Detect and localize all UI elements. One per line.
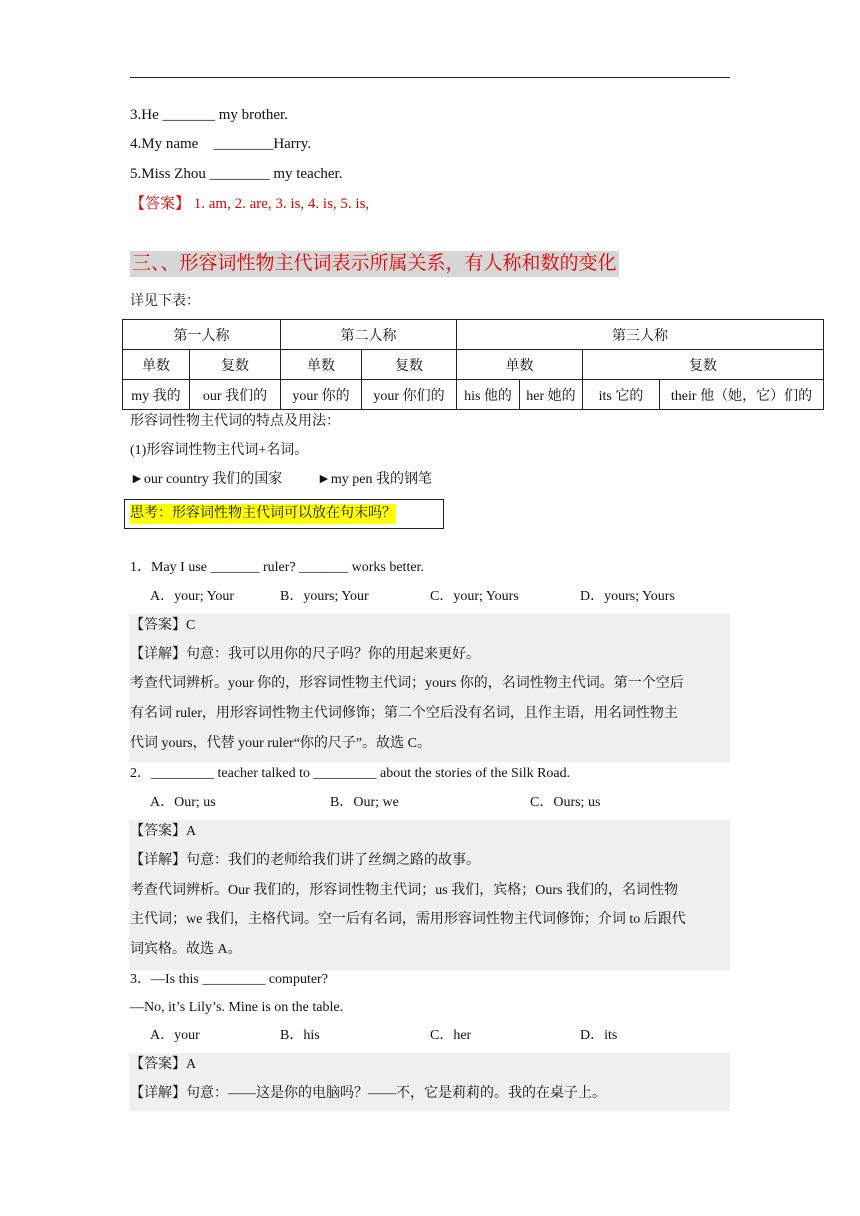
section-heading: 三、、形容词性物主代词表示所属关系，有人称和数的变化 (130, 251, 619, 277)
q1-detail-2: 考查代词辨析。your 你的，形容词性物主代词；yours 你的，名词性物主代词。第一个空后 (130, 676, 684, 691)
q2-option-b: B．Our; we (330, 795, 399, 810)
q2-detail-3: 主代词；we 我们，主格代词。空一后有名词，需用形容词性物主代词修饰；介词 to 后跟代 (130, 912, 686, 927)
q1-detail-1: 【详解】句意：我可以用你的尺子吗？你的用起来更好。 (130, 647, 480, 662)
q1-answer-box (129, 614, 730, 762)
q3-option-b: B．his (280, 1028, 320, 1043)
intro-text: 详见下表： (130, 294, 200, 309)
example-1: ►our country 我们的国家 (130, 472, 283, 487)
q1-detail-3: 有名词 ruler，用形容词性物主代词修饰；第二个空后没有名词，且作主语，用名词性物主 (130, 706, 678, 721)
fill-item-5: 5.Miss Zhou ________ my teacher. (130, 166, 343, 182)
q1-option-d: D．yours; Yours (580, 589, 675, 604)
sub-singular-1: 单数 (123, 350, 190, 380)
header-second-person: 第二人称 (281, 320, 457, 350)
question-3-stem: 3．—Is this _________ computer? (130, 972, 328, 987)
question-3-stem-2: —No, it’s Lily’s. Mine is on the table. (130, 1000, 344, 1015)
cell-your: your 你的 (281, 380, 362, 410)
q2-option-c: C．Ours; us (530, 795, 601, 810)
header-first-person: 第一人称 (123, 320, 281, 350)
example-2: ►my pen 我的钢笔 (317, 472, 432, 487)
question-2-stem: 2．_________ teacher talked to _________ about the stories of the Silk Road. (130, 766, 571, 781)
q1-option-b: B．yours; Your (280, 589, 369, 604)
q2-answer-box (129, 820, 730, 970)
q2-option-a: A．Our; us (150, 795, 216, 810)
cell-his: his 他的 (457, 380, 520, 410)
sub-singular-2: 单数 (281, 350, 362, 380)
answer-line (130, 194, 369, 214)
sub-singular-3: 单数 (457, 350, 583, 380)
q1-option-a: A．your; Your (150, 589, 235, 604)
q2-answer: 【答案】A (130, 824, 197, 839)
q3-detail-1: 【详解】句意：——这是你的电脑吗？——不，它是莉莉的。我的在桌子上。 (130, 1086, 606, 1101)
usage-title: 形容词性物主代词的特点及用法： (130, 414, 340, 429)
header-rule (130, 77, 730, 78)
q3-option-d: D．its (580, 1028, 618, 1043)
think-text: 思考：形容词性物主代词可以放在句末吗？ (130, 504, 396, 524)
q1-option-c: C．your; Yours (430, 589, 519, 604)
q1-answer: 【答案】C (130, 618, 196, 633)
table-subheader-row (123, 350, 824, 380)
pronoun-table (122, 319, 824, 410)
q2-detail-1: 【详解】句意：我们的老师给我们讲了丝绸之路的故事。 (130, 853, 480, 868)
header-third-person: 第三人称 (457, 320, 824, 350)
q3-option-c: C．her (430, 1028, 472, 1043)
cell-your-plural: your 你们的 (362, 380, 457, 410)
cell-my: my 我的 (123, 380, 190, 410)
q2-detail-4: 词宾格。故选 A。 (130, 942, 242, 957)
sub-plural-3: 复数 (583, 350, 824, 380)
q1-detail-4: 代词 yours，代替 your ruler“你的尺子”。故选 C。 (130, 736, 431, 751)
question-1-stem: 1．May I use _______ ruler? _______ works better. (130, 560, 424, 575)
cell-their: their 他（她，它）们的 (660, 380, 824, 410)
cell-her: her 她的 (520, 380, 583, 410)
cell-our: our 我们的 (190, 380, 281, 410)
q3-answer-box (129, 1053, 730, 1111)
cell-its: its 它的 (583, 380, 660, 410)
fill-item-4: 4.My name ________Harry. (130, 136, 312, 152)
fill-item-3: 3.He _______ my brother. (130, 107, 288, 123)
q2-detail-2: 考查代词辨析。Our 我们的，形容词性物主代词；us 我们，宾格；Ours 我们的，名词性物 (130, 883, 678, 898)
answer-text: 1. am, 2. are, 3. is, 4. is, 5. is, (190, 196, 370, 212)
table-row (123, 380, 824, 410)
think-box (124, 499, 444, 529)
table-header-row (123, 320, 824, 350)
rule-1: (1)形容词性物主代词+名词。 (130, 443, 309, 458)
answer-label: 【答案】 (130, 196, 191, 212)
q3-option-a: A．your (150, 1028, 200, 1043)
q3-answer: 【答案】A (130, 1057, 197, 1072)
sub-plural-1: 复数 (190, 350, 281, 380)
sub-plural-2: 复数 (362, 350, 457, 380)
